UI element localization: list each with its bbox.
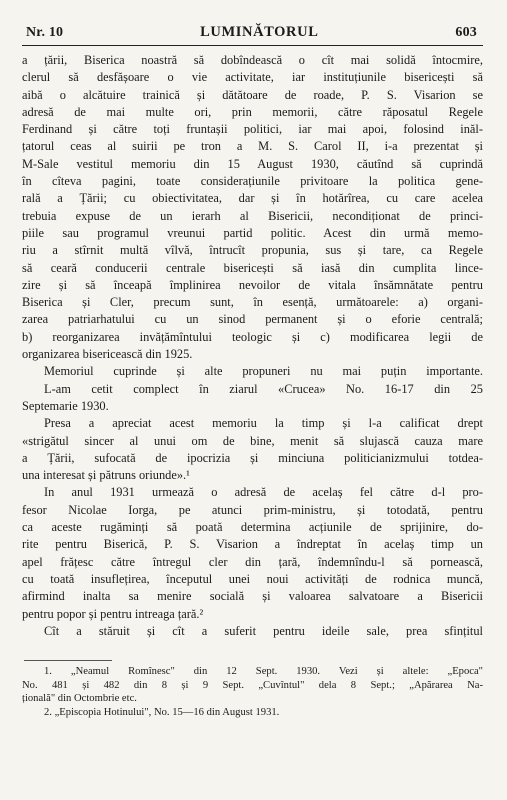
running-header (22, 24, 483, 41)
text-line: adresă de mai multe ori, prin memorii, către răposatul Regele (22, 104, 483, 119)
text-line: în cîteva pagini, toate considerațiunile privitoare la politica gene- (22, 174, 483, 189)
text-line: Biserica și Cler, precum sunt, în esență, următoarele: a) organi- (22, 295, 483, 310)
text-line: aibă o alcătuire trainică și dătătoare de roade, P. S. Visarion se (22, 87, 483, 102)
text-line: a țării, Biserica noastră să dobîndească o cît mai solidă întocmire, (22, 53, 483, 67)
text-line: piile sau programul vreunui partid politic. Acest din urmă memo- (22, 225, 483, 240)
text-line: clerul să desfășoare o vie activitate, iar instituțiunile bisericești să (22, 70, 483, 85)
footnote-rule (24, 660, 112, 661)
text-line: una interesat și pătruns oriunde».¹ (22, 468, 190, 483)
text-line: ca aceste rugăminți să poată determina acțiunile de sprijinire, do- (22, 520, 483, 535)
text-line: zire și să înceapă împlinirea nevoilor de vitala însămnătate pentru (22, 277, 483, 292)
text-line: riu a stîrnit multă vîlvă, întrucît propunia, sus și tare, ca Regele (22, 243, 483, 258)
text-line: Septemarie 1930. (22, 398, 109, 413)
text-line: M-Sale vestitul memoriu din 15 August 1930, căutînd să cuprindă (22, 156, 483, 171)
text-line: rală a Țării; cu obiectivitatea, dar și în hotărîrea, cu care acelea (22, 191, 483, 206)
text-line: organizarea bisericească din 1925. (22, 347, 193, 362)
issue-number: Nr. 10 (26, 25, 64, 40)
page-number: 603 (455, 25, 477, 40)
text-line: cu toată insuflețirea, începutul unei noui activități de rodnica muncă, (22, 571, 483, 586)
text-line: țatorul ceas al suirii pe tron a M. S. Carol II, i-a prezentat și (22, 139, 483, 154)
footnote-line: No. 481 și 482 din 8 și 9 Sept. „Cuvîntul" dela 8 Sept.; „Apărarea Na- (22, 679, 483, 691)
text-line: b) reorganizarea invățămîntului teologic și c) modificarea legii de (22, 329, 483, 344)
journal-title: LUMINĂTORUL (200, 24, 319, 40)
header-rule (22, 45, 483, 46)
text-line: afirmind inalta sa menire socială și valoarea salvatoare a Bisericii (22, 589, 483, 604)
text-line: Cît a stăruit și cît a suferit pentru ideile sale, prea sfințitul (44, 623, 483, 638)
footnote-line: țională" din Octombrie etc. (22, 693, 137, 705)
text-line: apel frățesc către întregul cler din țară, îndemnîndu-l să pornească, (22, 554, 483, 569)
text-line: L-am cetit complect în ziarul «Crucea» No. 16-17 din 25 (44, 381, 483, 396)
text-line: zarea patriarhatului cu un sinod permanent și o eforie centrală; (22, 312, 483, 327)
text-line: Memoriul cuprinde și alte propuneri nu mai puțin importante. (44, 364, 483, 379)
footnotes (22, 665, 483, 719)
text-line: «strigătul sincer al unui om de bine, menit să slujască cauza mare (22, 433, 483, 448)
text-line: Presa a apreciat acest memoriu la timp și l-a calificat drept (44, 416, 483, 431)
text-line: a Țării, sufocată de ipocrizia și minciuna politicianizmului totdea- (22, 450, 483, 465)
text-line: să ceară conducerii centrale bisericești să iasă din cumplita lince- (22, 260, 483, 275)
footnote-line: 2. „Episcopia Hotinului", No. 15—16 din August 1931. (44, 706, 280, 718)
text-line: trebuia expuse de un ierarh al Bisericii, necondiționat de princi- (22, 208, 483, 223)
main-text (22, 52, 483, 640)
footnote-line: 1. „Neamul Romînesc" din 12 Sept. 1930. Vezi și altele: „Epoca" (44, 666, 483, 678)
text-line: fesor Nicolae Iorga, pe atunci prim-ministru, și totodată, pentru (22, 502, 483, 517)
text-line: In anul 1931 urmează o adresă de acelaș fel către d-l pro- (44, 485, 483, 500)
text-line: pentru popor și pentru intreaga țară.² (22, 606, 204, 621)
text-line: rite pentru Biserică, P. S. Visarion a îndreptat în acelaș timp un (22, 537, 483, 552)
text-line: Ferdinand și către toți fruntașii politici, iar mai apoi, folosind inăl- (22, 122, 483, 137)
